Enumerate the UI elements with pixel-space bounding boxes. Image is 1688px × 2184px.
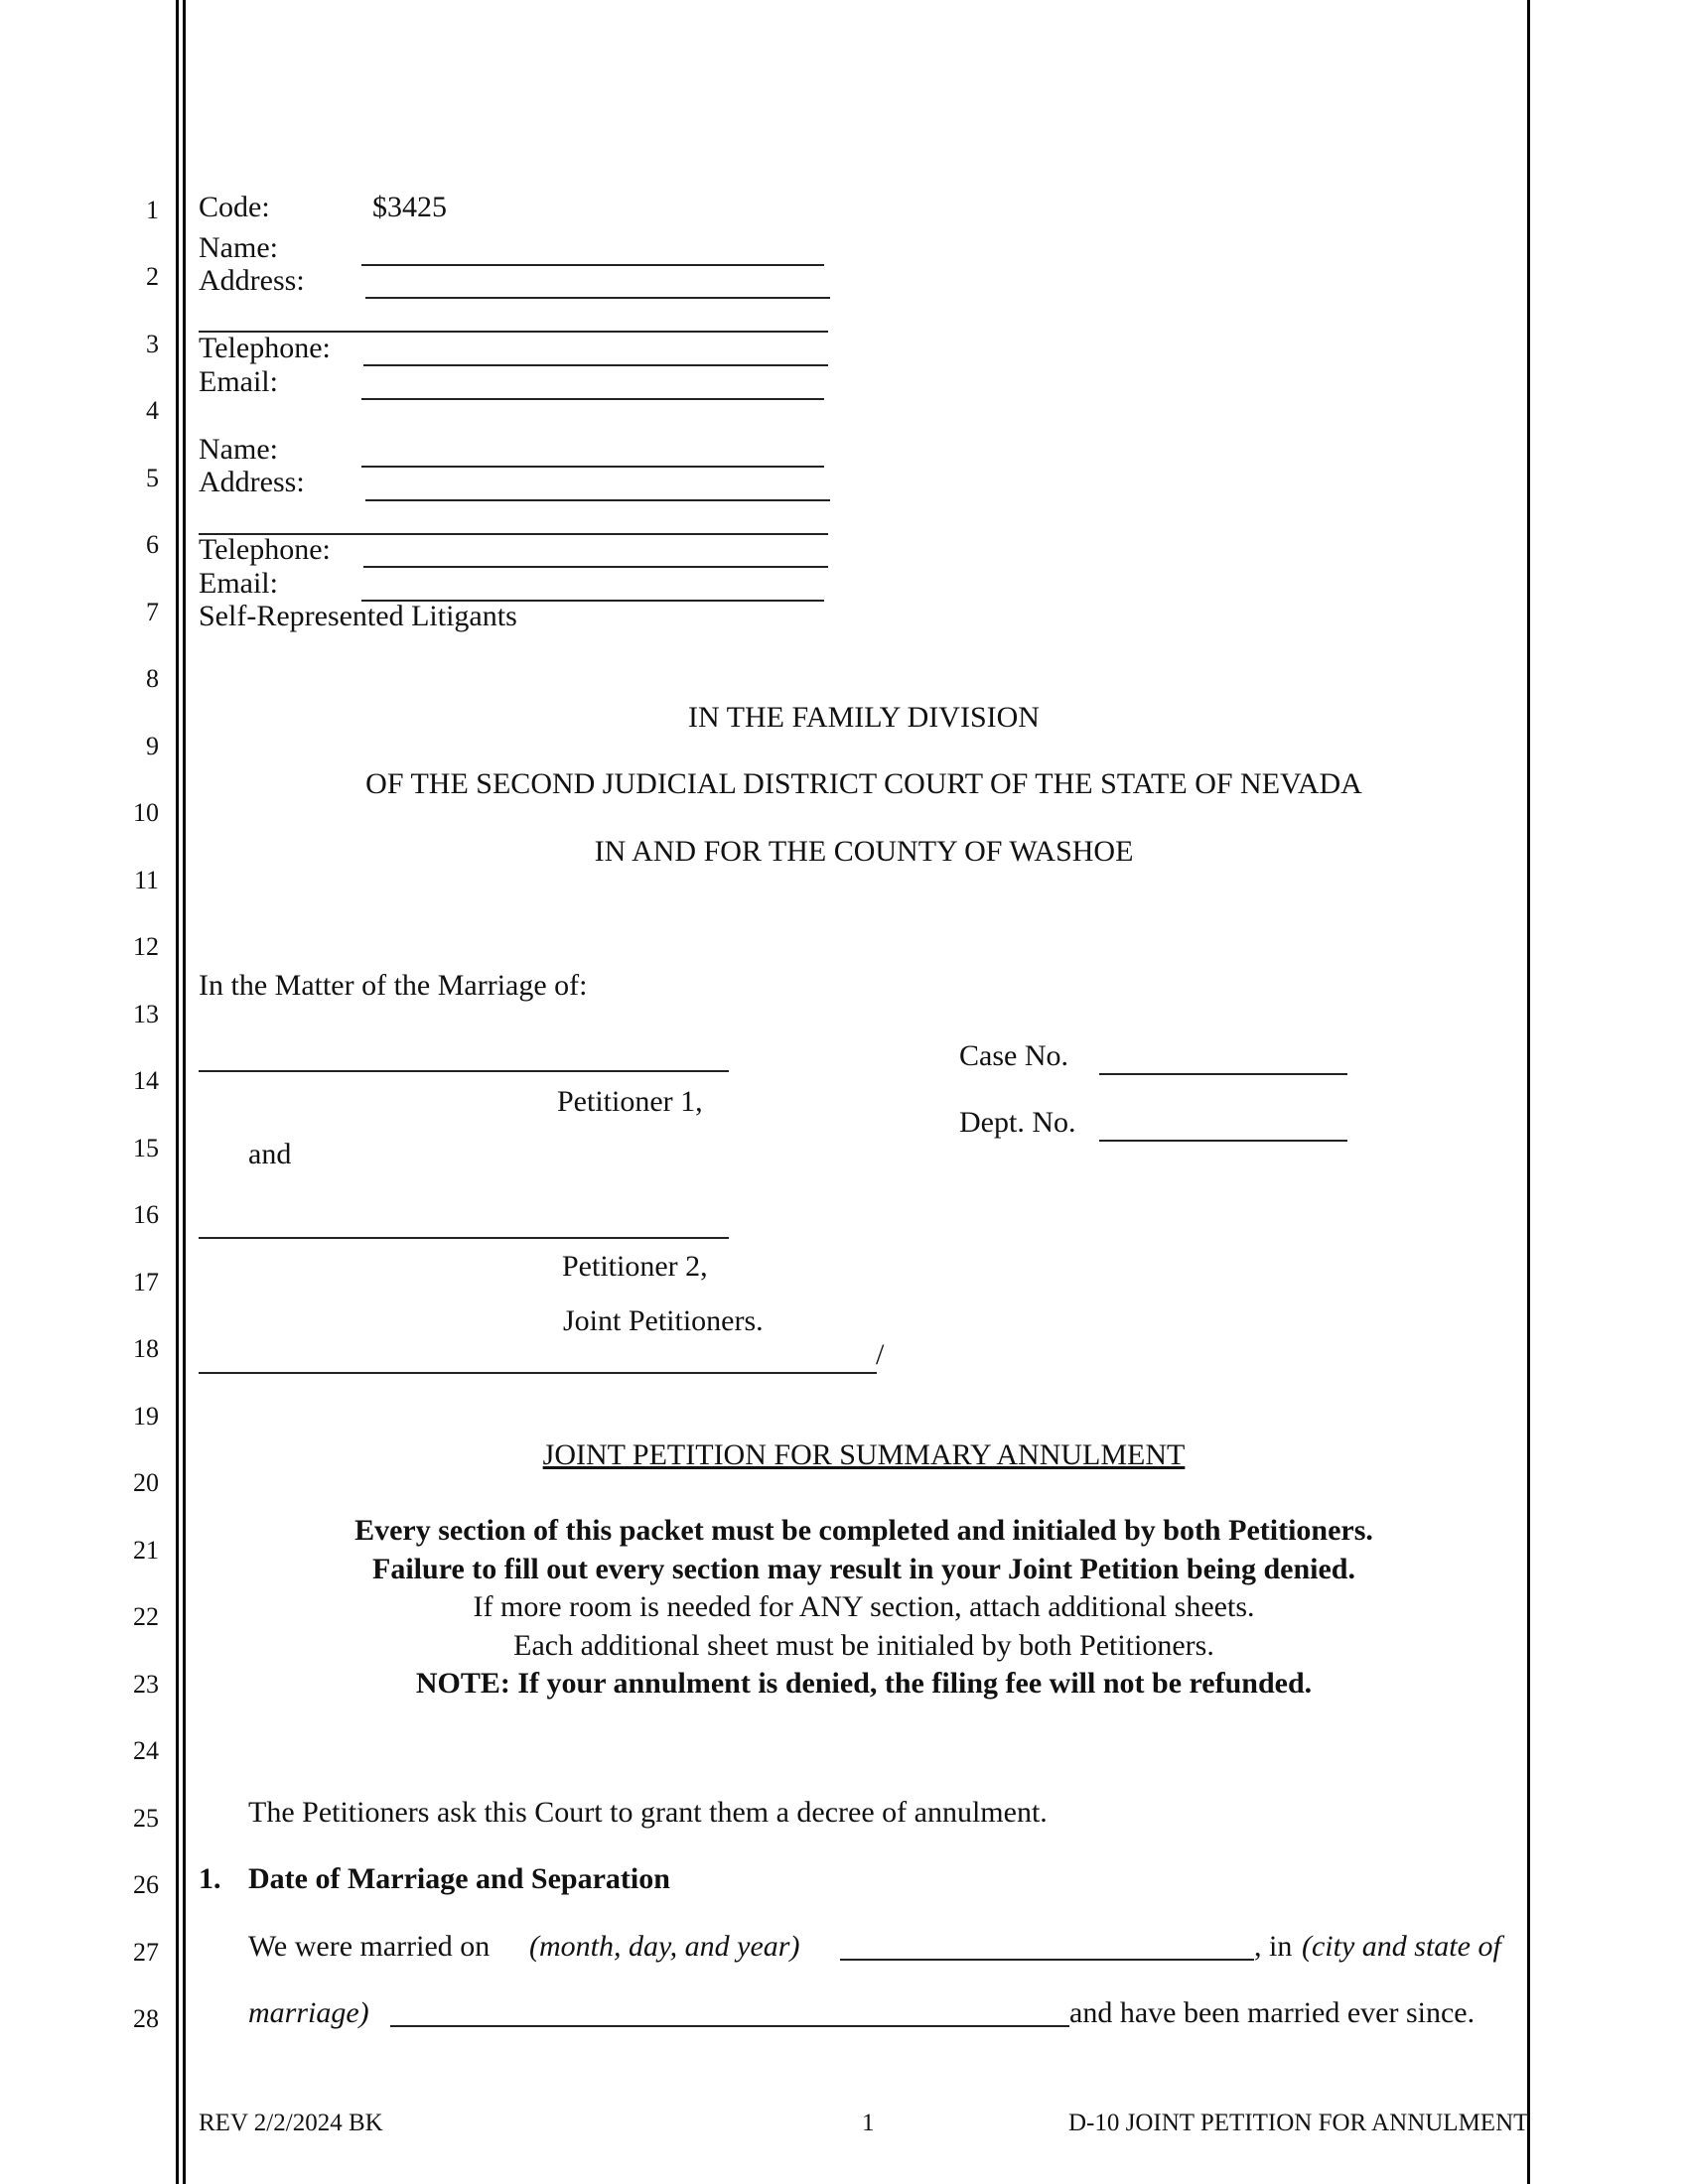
- dept-no-field[interactable]: [1099, 1140, 1347, 1142]
- court-heading-line-3: IN AND FOR THE COUNTY OF WASHOE: [594, 835, 1134, 868]
- petitioner1-label: Petitioner 1,: [557, 1085, 703, 1118]
- footer-page-number: 1: [862, 2110, 875, 2136]
- footer-form-title: D-10 JOINT PETITION FOR ANNULMENT: [1068, 2110, 1529, 2136]
- petitioner2-label: Petitioner 2,: [562, 1250, 708, 1283]
- joint-petitioners-label: Joint Petitioners.: [563, 1304, 764, 1337]
- line-number: 5: [146, 464, 159, 492]
- married-date-hint: (month, day, and year): [529, 1930, 800, 1963]
- line-number: 19: [133, 1402, 159, 1431]
- instruction-note: NOTE: If your annulment is denied, the filing fee will not be refunded.: [415, 1667, 1313, 1700]
- line-number: 1: [146, 196, 159, 224]
- party2-telephone-label: Telephone:: [199, 533, 331, 566]
- marriage-place-hint-2: marriage): [248, 1996, 369, 2029]
- party2-address-field[interactable]: [365, 499, 830, 501]
- party1-address-label: Address:: [199, 264, 305, 297]
- marriage-date-field[interactable]: [840, 1959, 1254, 1961]
- petitioner1-name-field[interactable]: [199, 1070, 729, 1072]
- case-no-field[interactable]: [1099, 1073, 1347, 1075]
- footer-revision: REV 2/2/2024 BK: [199, 2110, 383, 2136]
- party1-email-field[interactable]: [361, 398, 824, 400]
- marriage-place-field[interactable]: [390, 2025, 1069, 2027]
- party1-email-label: Email:: [199, 365, 278, 398]
- left-margin-rule-inner: [183, 0, 186, 2184]
- code-value: $3425: [372, 191, 447, 223]
- party1-telephone-label: Telephone:: [199, 332, 331, 364]
- instruction-line-2: Failure to fill out every section may result in your Joint Petition being denied.: [372, 1553, 1355, 1585]
- petitioner2-name-field[interactable]: [199, 1237, 729, 1239]
- caption-slash: /: [876, 1338, 885, 1371]
- line-number: 7: [146, 598, 159, 626]
- line-number: 23: [133, 1670, 159, 1699]
- line-number: 22: [133, 1602, 159, 1631]
- line-number: 8: [146, 664, 159, 693]
- line-number: 25: [133, 1804, 159, 1833]
- party2-name-field[interactable]: [361, 466, 824, 468]
- line-number: 4: [146, 396, 159, 425]
- line-number: 11: [133, 866, 159, 894]
- caption-closing-line: [199, 1372, 877, 1374]
- line-number: 24: [133, 1736, 159, 1765]
- instruction-line-4: Each additional sheet must be initialed by both Petitioners.: [513, 1629, 1214, 1662]
- line-number: 20: [133, 1468, 159, 1497]
- line-number: 9: [146, 732, 159, 760]
- code-label: Code:: [199, 191, 270, 223]
- party1-name-field[interactable]: [361, 264, 824, 266]
- line-number: 3: [146, 330, 159, 358]
- document-title: JOINT PETITION FOR SUMMARY ANNULMENT: [542, 1438, 1186, 1471]
- marriage-place-hint-1: (city and state of: [1302, 1930, 1501, 1963]
- line-number: 6: [146, 530, 159, 559]
- section-1-number: 1.: [199, 1862, 221, 1895]
- line-number: 13: [133, 1000, 159, 1028]
- section-1-title: Date of Marriage and Separation: [248, 1862, 670, 1895]
- line-number: 18: [133, 1334, 159, 1363]
- party2-telephone-field[interactable]: [363, 566, 828, 568]
- married-ever-since-text: and have been married ever since.: [1069, 1996, 1476, 2029]
- intro-paragraph: The Petitioners ask this Court to grant them a decree of annulment.: [248, 1796, 1048, 1829]
- line-number: 14: [133, 1066, 159, 1095]
- line-number: 17: [133, 1268, 159, 1297]
- party2-name-label: Name:: [199, 433, 278, 466]
- party1-telephone-field[interactable]: [363, 364, 828, 366]
- line-number: 15: [133, 1134, 159, 1162]
- line-number: 28: [133, 2004, 159, 2033]
- line-number: 27: [133, 1938, 159, 1967]
- and-label: and: [248, 1138, 292, 1170]
- party1-address-field[interactable]: [365, 297, 830, 299]
- instruction-line-3: If more room is needed for ANY section, attach additional sheets.: [473, 1590, 1255, 1623]
- instruction-line-1: Every section of this packet must be completed and initialed by both Petitioners.: [354, 1514, 1373, 1547]
- married-on-text: We were married on: [248, 1930, 491, 1963]
- line-number: 16: [133, 1200, 159, 1229]
- case-no-label: Case No.: [959, 1039, 1068, 1072]
- party2-address-label: Address:: [199, 466, 305, 498]
- line-number: 2: [146, 262, 159, 291]
- party2-email-label: Email:: [199, 567, 278, 600]
- married-in-text: , in: [1254, 1930, 1293, 1963]
- line-number: 12: [133, 932, 159, 961]
- court-heading-line-2: OF THE SECOND JUDICIAL DISTRICT COURT OF THE STATE OF NEVADA: [365, 767, 1362, 800]
- court-heading-line-1: IN THE FAMILY DIVISION: [688, 701, 1040, 734]
- party1-name-label: Name:: [199, 231, 278, 264]
- dept-no-label: Dept. No.: [959, 1106, 1076, 1139]
- line-number: 21: [133, 1536, 159, 1565]
- self-represented-label: Self-Represented Litigants: [199, 600, 517, 632]
- line-number: 26: [133, 1870, 159, 1899]
- line-number: 10: [133, 798, 159, 827]
- right-margin-rule: [1527, 0, 1530, 2184]
- left-margin-rule-outer: [176, 0, 179, 2184]
- matter-label: In the Matter of the Marriage of:: [199, 969, 588, 1002]
